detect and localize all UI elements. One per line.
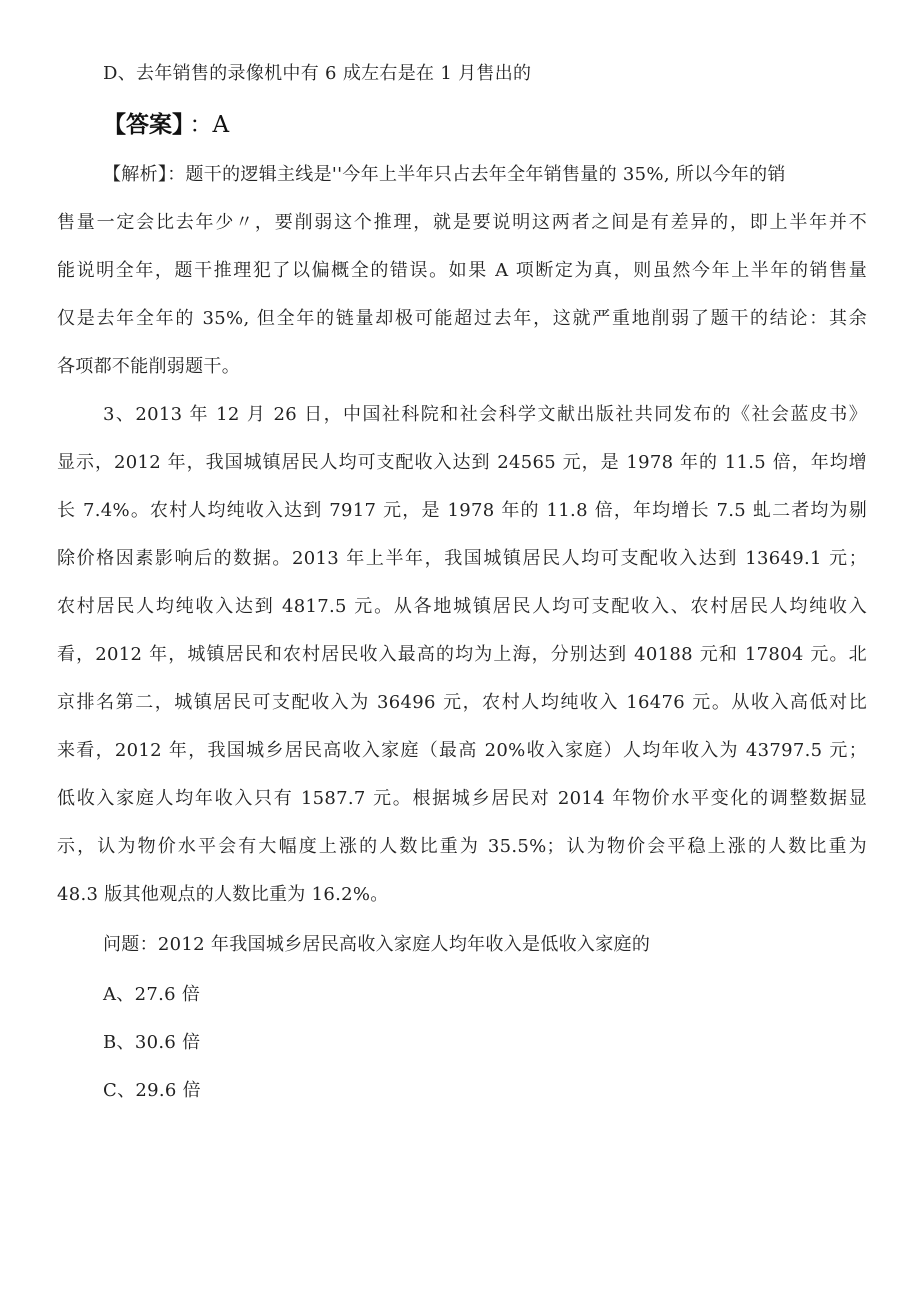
analysis-line-4: 仅是去年全年的 35%, 但全年的链量却极可能超过去年，这就严重地削弱了题干的结论：其余 — [57, 308, 867, 329]
analysis-line-1 — [103, 163, 867, 187]
option-c: C、29.6 倍 — [103, 1080, 201, 1101]
answer-label: 【答案】 — [103, 112, 184, 138]
analysis-label: 【解析】 — [103, 164, 168, 185]
analysis-text-1: ：题干的逻辑主线是''今年上半年只占去年全年销售量的 35%, 所以今年的销 — [167, 164, 786, 185]
q3-line-9: 低收入家庭人均年收入只有 1587.7 元。根据城乡居民对 2014 年物价水平变化的调整数据显 — [57, 788, 867, 809]
q3-line-4: 除价格因素影响后的数据。2013 年上半年，我国城镇居民人均可支配收入达到 13649.1 元； — [57, 548, 867, 569]
option-b: B、30.6 倍 — [103, 1032, 201, 1053]
q3-line-2: 显示，2012 年，我国城镇居民人均可支配收入达到 24565 元，是 1978 年的 11.5 倍，年均增 — [57, 452, 867, 473]
answer-value: ：A — [189, 112, 230, 138]
analysis-line-5: 各项都不能削弱题干。 — [57, 356, 240, 377]
q3-line-7: 京排名第二，城镇居民可支配收入为 36496 元，农村人均纯收入 16476 元。从收入高低对比 — [57, 692, 867, 713]
q3-line-10: 示，认为物价水平会有大幅度上涨的人数比重为 35.5%；认为物价会平稳上涨的人数比重为 — [57, 836, 867, 857]
q3-line-5: 农村居民人均纯收入达到 4817.5 元。从各地城镇居民人均可支配收入、农村居民人均纯收入 — [57, 596, 867, 617]
q3-line-3: 长 7.4%。农村人均纯收入达到 7917 元，是 1978 年的 11.8 倍，年均增长 7.5 虬二者均为剔 — [57, 500, 867, 521]
analysis-line-2: 售量一定会比去年少〃，要削弱这个推理，就是要说明这两者之间是有差异的，即上半年并不 — [57, 212, 867, 233]
answer-block — [103, 110, 229, 140]
q3-line-6: 看，2012 年，城镇居民和农村居民收入最高的均为上海，分别达到 40188 元和 17804 元。北 — [57, 644, 867, 665]
q3-line-8: 来看，2012 年，我国城乡居民高收入家庭（最高 20%收入家庭）人均年收入为 43797.5 元； — [57, 740, 867, 761]
q3-line-11: 48.3 版其他观点的人数比重为 16.2%。 — [57, 884, 389, 905]
option-a: A、27.6 倍 — [103, 984, 201, 1005]
analysis-line-3: 能说明全年，题干推理犯了以偏概全的错误。如果 A 项断定为真，则虽然今年上半年的销售量 — [57, 260, 867, 281]
q3-line-1: 3、2013 年 12 月 26 日，中国社科院和社会科学文献出版社共同发布的《社会蓝皮书》 — [103, 404, 867, 425]
question-prompt: 问题：2012 年我国城乡居民高收入家庭人均年收入是低收入家庭的 — [103, 934, 651, 955]
option-d: D、去年销售的录像机中有 6 成左右是在 1 月售出的 — [103, 63, 532, 84]
